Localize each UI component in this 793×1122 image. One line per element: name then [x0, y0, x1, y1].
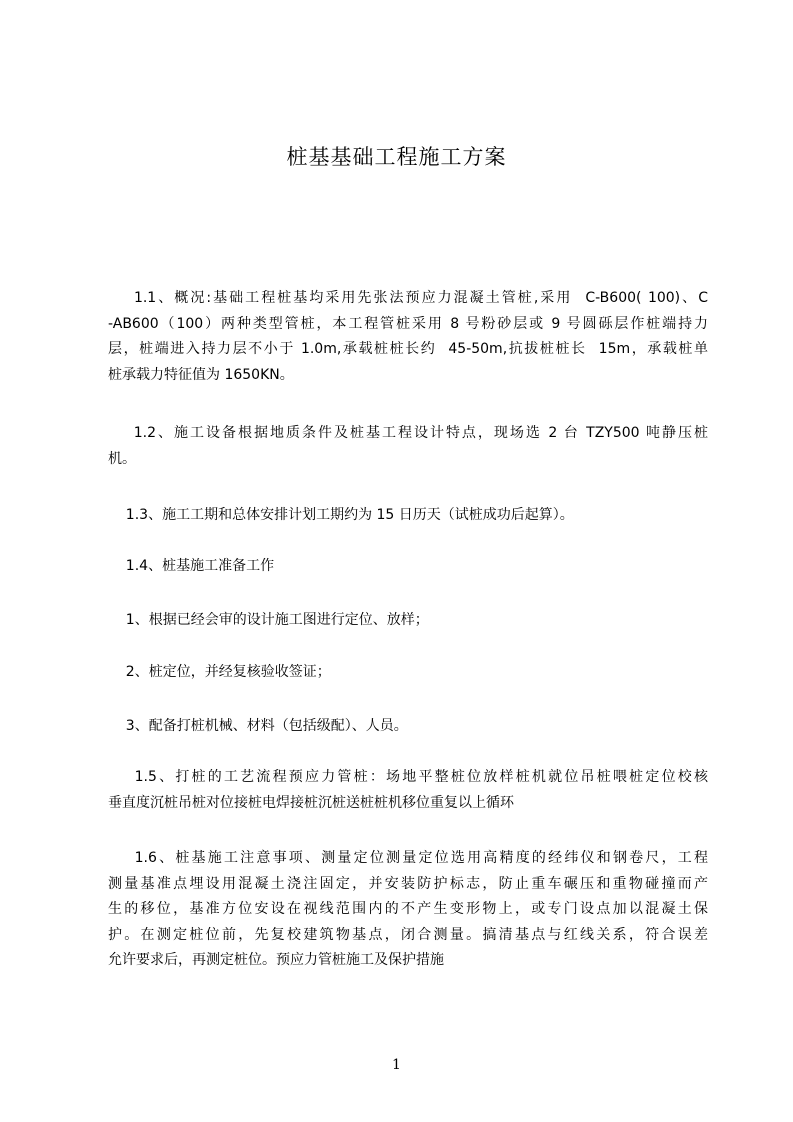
text-line: 3、配备打桩机械、材料（包括级配）、人员。 — [108, 718, 408, 734]
paragraph-1-4 — [108, 554, 708, 580]
list-item-3 — [108, 714, 708, 740]
text-line: 1.1、概况:基础工程桩基均采用先张法预应力混凝土管桩,采用 C-B600( 100)、C — [108, 290, 708, 306]
text-line: 垂直度沉桩吊桩对位接桩电焊接桩沉桩送桩桩机移位重复以上循环 — [108, 794, 514, 811]
paragraph-1-6 — [108, 846, 708, 974]
text-line: 允许要求后，再测定桩位。预应力管桩施工及保护措施 — [108, 952, 444, 968]
paragraph-1-2 — [108, 421, 708, 472]
text-line: 桩承载力特征值为 1650KN。 — [108, 366, 294, 383]
paragraph-1-1 — [108, 286, 708, 388]
text-line: 测量基准点埋设用混凝土浇注固定，并安装防护标志，防止重车碾压和重物碰撞而产 — [108, 875, 708, 892]
text-line: 生的移位，基准方位安设在视线范围内的不产生变形物上，或专门设点加以混凝土保 — [108, 901, 708, 917]
text-line: 1.5、打桩的工艺流程预应力管桩：场地平整桩位放样桩机就位吊桩喂桩定位校核 — [108, 769, 708, 785]
text-line: 1.2、施工设备根据地质条件及桩基工程设计特点，现场选 2 台 TZY500 吨静压桩 — [108, 425, 708, 441]
text-line: 机。 — [108, 450, 136, 467]
text-line: 护。在测定桩位前，先复校建筑物基点，闭合测量。搞清基点与红线关系，符合误差 — [108, 926, 708, 943]
paragraph-1-3 — [108, 503, 708, 529]
list-item-2 — [108, 660, 708, 686]
text-line: 1.3、施工工期和总体安排计划工期约为 15 日历天（试桩成功后起算）。 — [108, 507, 574, 523]
paragraph-1-5 — [108, 765, 708, 816]
list-item-1 — [108, 608, 708, 634]
text-line: -AB600（100）两种类型管桩，本工程管桩采用 8 号粉砂层或 9 号圆砾层作桩端持力 — [108, 315, 708, 332]
page-number: 1 — [392, 1057, 401, 1073]
text-line: 1.4、桩基施工准备工作 — [108, 558, 275, 574]
text-line: 1、根据已经会审的设计施工图进行定位、放样； — [108, 612, 429, 628]
text-line: 1.6、桩基施工注意事项、测量定位测量定位选用高精度的经纬仪和钢卷尺，工程 — [108, 850, 708, 866]
text-line: 层，桩端进入持力层不小于 1.0m,承载桩桩长约 45-50m,抗拔桩桩长 15m，承载桩单 — [108, 341, 708, 357]
text-line: 2、桩定位，并经复核验收签证； — [108, 664, 331, 680]
document-title: 桩基基础工程施工方案 — [286, 145, 507, 169]
